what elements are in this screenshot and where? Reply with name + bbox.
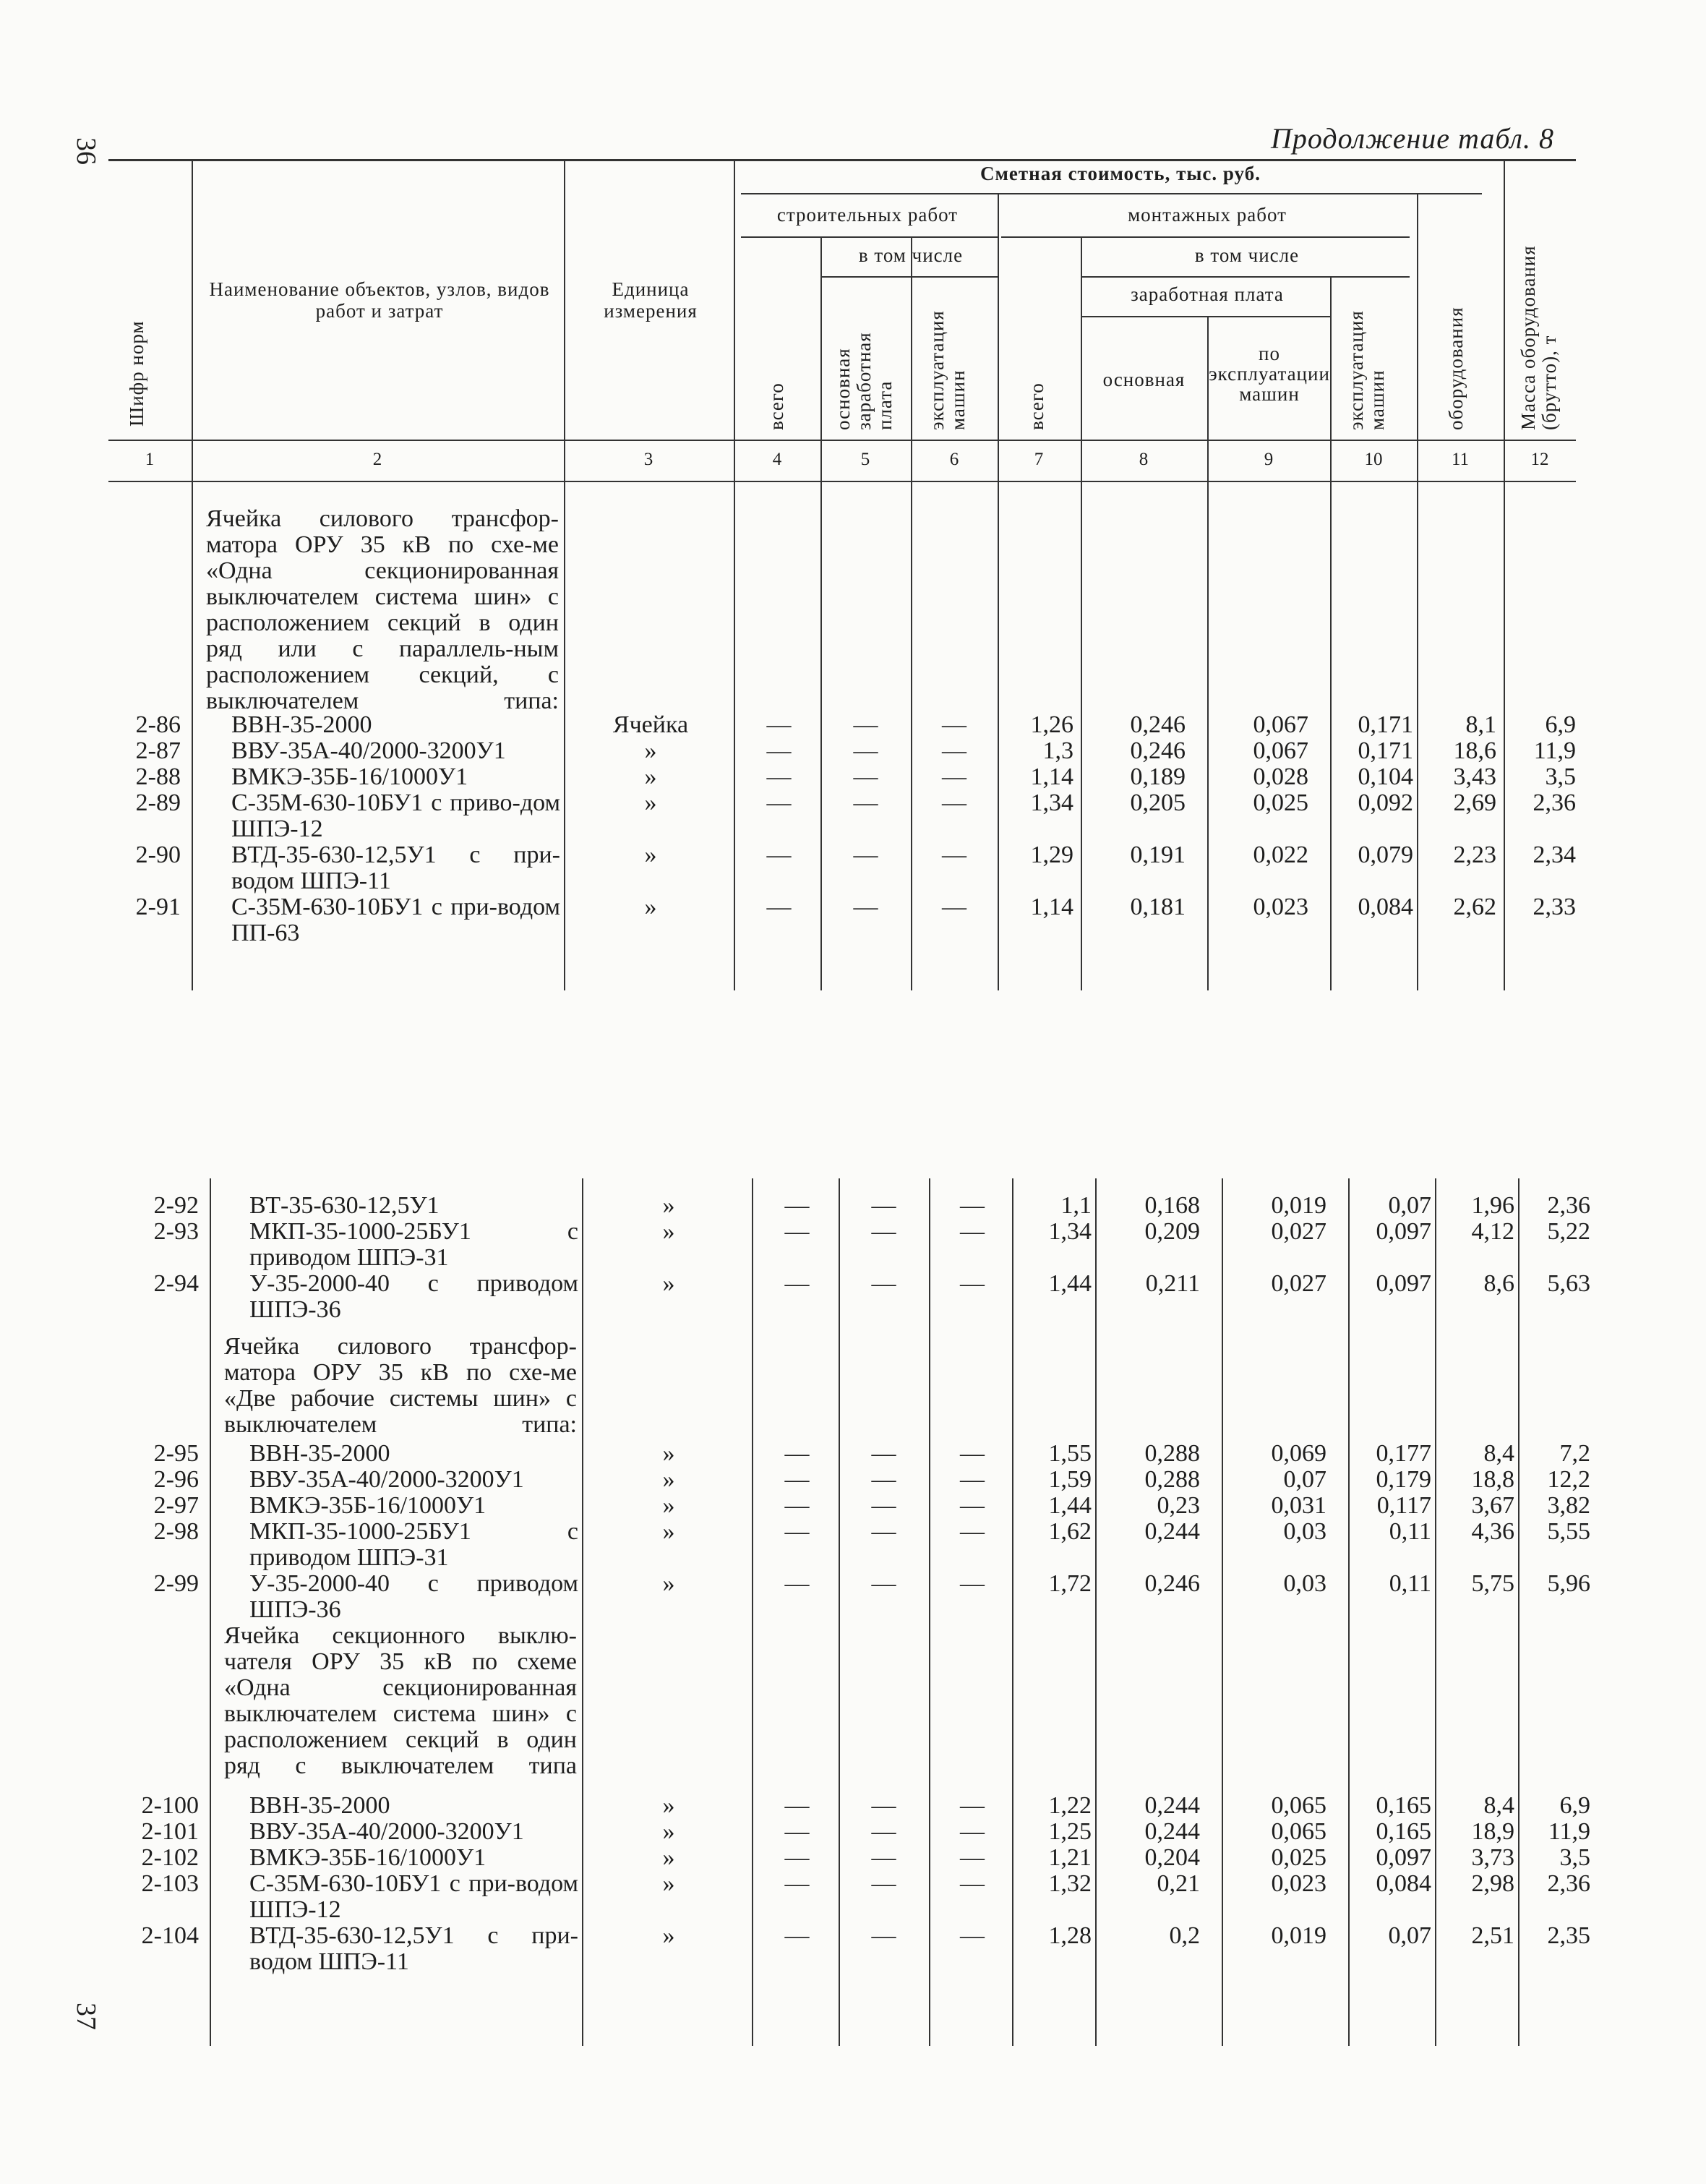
row-code: 2-97 — [153, 1492, 199, 1519]
row-install-base: 0,209 — [1144, 1218, 1200, 1245]
page-number-bottom: 37 — [71, 2003, 101, 2030]
row-install-total: 1,22 — [1048, 1792, 1092, 1819]
row-install-base: 0,211 — [1145, 1270, 1200, 1297]
row-install-base: 0,246 — [1130, 737, 1186, 764]
row-install-total: 1,1 — [1060, 1192, 1092, 1219]
row-unit: » — [662, 1218, 675, 1245]
row-install-machines: 0,177 — [1376, 1440, 1431, 1467]
row-constr-total: — — [766, 842, 792, 868]
row-install-machine-pay: 0,069 — [1271, 1440, 1326, 1467]
row-code: 2-90 — [135, 842, 181, 868]
row-mass: 2,34 — [1533, 842, 1576, 868]
row-unit: » — [662, 1518, 675, 1545]
row-unit: » — [662, 1570, 675, 1597]
row-mass: 3,5 — [1545, 763, 1576, 790]
row-code: 2-89 — [135, 789, 181, 816]
row-equipment: 2,62 — [1453, 894, 1496, 920]
header-base-pay-constr: основная заработная плата — [832, 332, 896, 430]
row-install-base: 0,189 — [1130, 763, 1186, 790]
row-install-total: 1,28 — [1048, 1922, 1092, 1949]
row-constr-total: — — [766, 737, 792, 764]
row-install-machines: 0,165 — [1376, 1818, 1431, 1845]
row-constr-base-pay: — — [871, 1192, 896, 1219]
row-code: 2-86 — [135, 711, 181, 738]
row-install-total: 1,3 — [1042, 737, 1073, 764]
header-name: Наименование объектов, узлов, видов работ и затрат — [209, 278, 550, 322]
row-unit: » — [662, 1922, 675, 1949]
row-constr-base-pay: — — [871, 1440, 896, 1467]
row-equipment: 1,96 — [1471, 1192, 1514, 1219]
header-total-constr: всего — [766, 382, 787, 430]
row-install-machine-pay: 0,065 — [1271, 1792, 1326, 1819]
row-name: ВТД-35-630-12,5У1 с при-водом ШПЭ-11 — [231, 842, 560, 894]
row-install-total: 1,32 — [1048, 1870, 1092, 1897]
row-name: ВТД-35-630-12,5У1 с при-водом ШПЭ-11 — [249, 1922, 578, 1975]
row-constr-machines: — — [942, 763, 966, 790]
row-install-total: 1,25 — [1048, 1818, 1092, 1845]
row-constr-machines: — — [942, 789, 966, 816]
row-install-machine-pay: 0,065 — [1271, 1818, 1326, 1845]
row-install-total: 1,44 — [1048, 1270, 1092, 1297]
row-constr-machines: — — [942, 894, 966, 920]
row-constr-machines: — — [942, 711, 966, 738]
row-install-machines: 0,084 — [1376, 1870, 1431, 1897]
row-code: 2-91 — [135, 894, 181, 920]
row-constr-total: — — [766, 789, 792, 816]
table-caption: Продолжение табл. 8 — [1270, 122, 1554, 155]
row-constr-base-pay: — — [871, 1844, 896, 1871]
row-constr-base-pay: — — [853, 894, 878, 920]
row-name: С-35М-630-10БУ1 с приво-дом ШПЭ-12 — [231, 789, 560, 842]
column-number: 11 — [1451, 450, 1470, 469]
row-constr-base-pay: — — [871, 1518, 896, 1545]
row-mass: 5,55 — [1547, 1518, 1590, 1545]
row-install-total: 1,59 — [1048, 1466, 1092, 1493]
row-install-machine-pay: 0,03 — [1283, 1570, 1326, 1597]
row-unit: » — [644, 789, 657, 816]
row-equipment: 3,73 — [1471, 1844, 1514, 1871]
row-install-base: 0,168 — [1144, 1192, 1200, 1219]
row-mass: 6,9 — [1545, 711, 1576, 738]
row-install-machines: 0,11 — [1389, 1518, 1431, 1545]
row-install-base: 0,246 — [1144, 1570, 1200, 1597]
row-equipment: 5,75 — [1471, 1570, 1514, 1597]
row-name: У-35-2000-40 с приводом ШПЭ-36 — [249, 1270, 578, 1323]
row-code: 2-100 — [141, 1792, 199, 1819]
row-mass: 11,9 — [1533, 737, 1576, 764]
row-unit: » — [662, 1192, 675, 1219]
row-constr-total: — — [784, 1192, 810, 1219]
row-code: 2-87 — [135, 737, 181, 764]
row-install-machine-pay: 0,023 — [1271, 1870, 1326, 1897]
column-number: 12 — [1530, 450, 1549, 469]
row-install-machine-pay: 0,019 — [1271, 1192, 1326, 1219]
row-equipment: 3,43 — [1453, 763, 1496, 790]
row-constr-machines: — — [960, 1492, 985, 1519]
row-name: ВМКЭ-35Б-16/1000У1 — [231, 763, 468, 790]
row-install-base: 0,244 — [1144, 1792, 1200, 1819]
row-constr-base-pay: — — [853, 711, 878, 738]
row-install-machine-pay: 0,028 — [1253, 763, 1308, 790]
header-equipment: оборудования — [1445, 307, 1467, 430]
row-install-total: 1,29 — [1030, 842, 1073, 868]
row-unit: » — [644, 737, 657, 764]
row-constr-machines: — — [960, 1218, 985, 1245]
row-constr-machines: — — [942, 842, 966, 868]
row-name: ВТ-35-630-12,5У1 — [249, 1192, 440, 1219]
row-name: ВВУ-35А-40/2000-3200У1 — [249, 1818, 524, 1845]
row-name: ВВУ-35А-40/2000-3200У1 — [231, 737, 506, 764]
row-install-machine-pay: 0,023 — [1253, 894, 1308, 920]
row-mass: 2,36 — [1533, 789, 1576, 816]
row-constr-base-pay: — — [871, 1218, 896, 1245]
row-constr-machines: — — [960, 1922, 985, 1949]
row-constr-base-pay: — — [853, 789, 878, 816]
row-install-machines: 0,092 — [1358, 789, 1413, 816]
row-name: МКП-35-1000-25БУ1 с приводом ШПЭ-31 — [249, 1518, 578, 1571]
header-machine-constr: эксплуатация машин — [926, 310, 969, 430]
row-constr-machines: — — [960, 1440, 985, 1467]
row-install-machines: 0,079 — [1358, 842, 1413, 868]
row-mass: 5,63 — [1547, 1270, 1590, 1297]
row-constr-machines: — — [960, 1466, 985, 1493]
row-equipment: 8,6 — [1483, 1270, 1514, 1297]
row-equipment: 2,23 — [1453, 842, 1496, 868]
row-unit: » — [662, 1270, 675, 1297]
row-install-total: 1,55 — [1048, 1440, 1092, 1467]
row-constr-base-pay: — — [871, 1492, 896, 1519]
column-number: 6 — [949, 450, 959, 469]
row-code: 2-93 — [153, 1218, 199, 1245]
row-constr-machines: — — [960, 1870, 985, 1897]
header-mass: Масса оборудования (брутто), т — [1517, 245, 1560, 430]
row-name: МКП-35-1000-25БУ1 с приводом ШПЭ-31 — [249, 1218, 578, 1271]
row-constr-total: — — [784, 1270, 810, 1297]
row-mass: 7,2 — [1559, 1440, 1590, 1467]
row-constr-total: — — [784, 1440, 810, 1467]
row-install-machine-pay: 0,027 — [1271, 1218, 1326, 1245]
row-constr-total: — — [784, 1792, 810, 1819]
row-name: ВВН-35-2000 — [249, 1792, 390, 1819]
row-equipment: 4,36 — [1471, 1518, 1514, 1545]
row-install-base: 0,21 — [1157, 1870, 1200, 1897]
row-name: ВМКЭ-35Б-16/1000У1 — [249, 1492, 486, 1519]
row-constr-machines: — — [960, 1518, 985, 1545]
row-install-total: 1,44 — [1048, 1492, 1092, 1519]
row-constr-base-pay: — — [871, 1466, 896, 1493]
row-unit: » — [644, 842, 657, 868]
row-install-machine-pay: 0,03 — [1283, 1518, 1326, 1545]
row-constr-base-pay: — — [871, 1270, 896, 1297]
header-salary: заработная плата — [1131, 283, 1284, 305]
header-base: основная — [1102, 369, 1186, 390]
row-install-total: 1,21 — [1048, 1844, 1092, 1871]
row-name: ВВН-35-2000 — [231, 711, 372, 738]
row-install-total: 1,14 — [1030, 894, 1073, 920]
row-unit: » — [662, 1440, 675, 1467]
row-constr-base-pay: — — [871, 1818, 896, 1845]
row-equipment: 2,69 — [1453, 789, 1496, 816]
row-install-base: 0,244 — [1144, 1818, 1200, 1845]
row-mass: 3,5 — [1559, 1844, 1590, 1871]
row-unit: Ячейка — [612, 711, 689, 738]
header-machine-install: эксплуатация машин — [1345, 310, 1388, 430]
row-install-base: 0,288 — [1144, 1440, 1200, 1467]
column-number: 3 — [643, 450, 653, 469]
row-code: 2-92 — [153, 1192, 199, 1219]
row-constr-total: — — [784, 1870, 810, 1897]
section2-intro-b: Ячейка силового трансфор-матора ОРУ 35 кВ по схе-ме «Две рабочие системы шин» с выключателем типа: — [224, 1333, 577, 1438]
row-install-machine-pay: 0,07 — [1283, 1466, 1326, 1493]
row-install-machine-pay: 0,025 — [1271, 1844, 1326, 1871]
row-constr-machines: — — [960, 1818, 985, 1845]
row-constr-total: — — [784, 1492, 810, 1519]
row-unit: » — [662, 1818, 675, 1845]
row-constr-base-pay: — — [871, 1870, 896, 1897]
row-code: 2-102 — [141, 1844, 199, 1871]
column-number: 10 — [1364, 450, 1383, 469]
row-mass: 12,2 — [1547, 1466, 1590, 1493]
row-install-machine-pay: 0,025 — [1253, 789, 1308, 816]
header-construction: строительных работ — [776, 204, 959, 226]
row-unit: » — [662, 1466, 675, 1493]
row-constr-total: — — [784, 1818, 810, 1845]
row-constr-machines: — — [960, 1570, 985, 1597]
row-install-machines: 0,07 — [1388, 1922, 1431, 1949]
row-mass: 5,22 — [1547, 1218, 1590, 1245]
row-constr-base-pay: — — [853, 842, 878, 868]
row-constr-base-pay: — — [871, 1570, 896, 1597]
row-install-machine-pay: 0,067 — [1253, 711, 1308, 738]
row-mass: 5,96 — [1547, 1570, 1590, 1597]
row-code: 2-98 — [153, 1518, 199, 1545]
page-number-top: 36 — [71, 137, 101, 165]
row-constr-total: — — [784, 1570, 810, 1597]
column-number: 9 — [1264, 450, 1274, 469]
row-unit: » — [662, 1492, 675, 1519]
row-name: С-35М-630-10БУ1 с при-водом ШПЭ-12 — [249, 1870, 578, 1923]
row-install-base: 0,288 — [1144, 1466, 1200, 1493]
row-name: У-35-2000-40 с приводом ШПЭ-36 — [249, 1570, 578, 1623]
row-install-machine-pay: 0,022 — [1253, 842, 1308, 868]
row-unit: » — [644, 763, 657, 790]
row-equipment: 18,8 — [1471, 1466, 1514, 1493]
row-constr-machines: — — [960, 1270, 985, 1297]
row-constr-total: — — [784, 1922, 810, 1949]
row-install-machines: 0,11 — [1389, 1570, 1431, 1597]
row-equipment: 3,67 — [1471, 1492, 1514, 1519]
row-mass: 6,9 — [1559, 1792, 1590, 1819]
header-code: Шифр норм — [126, 320, 147, 427]
row-mass: 2,36 — [1547, 1192, 1590, 1219]
row-mass: 2,36 — [1547, 1870, 1590, 1897]
section1-intro: Ячейка силового трансфор-матора ОРУ 35 кВ по схе-ме «Одна секционированная выключателем система шин» с расположением секций в один ряд или с параллель-ным расположением секций, с выключателем типа: — [206, 505, 559, 714]
row-unit: » — [644, 894, 657, 920]
row-unit: » — [662, 1870, 675, 1897]
row-code: 2-99 — [153, 1570, 199, 1597]
row-equipment: 8,1 — [1465, 711, 1496, 738]
row-constr-total: — — [784, 1466, 810, 1493]
row-constr-machines: — — [960, 1792, 985, 1819]
column-number: 5 — [860, 450, 870, 469]
column-number: 2 — [372, 450, 382, 469]
row-mass: 2,35 — [1547, 1922, 1590, 1949]
row-install-machine-pay: 0,067 — [1253, 737, 1308, 764]
row-constr-machines: — — [960, 1192, 985, 1219]
row-install-base: 0,191 — [1130, 842, 1186, 868]
row-code: 2-103 — [141, 1870, 199, 1897]
row-install-total: 1,34 — [1048, 1218, 1092, 1245]
row-constr-machines: — — [960, 1844, 985, 1871]
row-install-base: 0,23 — [1157, 1492, 1200, 1519]
row-install-machine-pay: 0,031 — [1271, 1492, 1326, 1519]
row-code: 2-96 — [153, 1466, 199, 1493]
row-code: 2-104 — [141, 1922, 199, 1949]
row-code: 2-94 — [153, 1270, 199, 1297]
row-name: С-35М-630-10БУ1 с при-водом ПП-63 — [231, 894, 560, 946]
header-machine-pay: по эксплуатации машин — [1209, 343, 1330, 405]
row-install-machines: 0,165 — [1376, 1792, 1431, 1819]
row-install-total: 1,34 — [1030, 789, 1073, 816]
header-cost-group: Сметная стоимость, тыс. руб. — [980, 163, 1261, 184]
row-constr-base-pay: — — [853, 737, 878, 764]
row-unit: » — [662, 1792, 675, 1819]
header-installation: монтажных работ — [1128, 204, 1287, 226]
header-total-install: всего — [1026, 382, 1047, 430]
row-install-machines: 0,171 — [1358, 737, 1413, 764]
header-including: в том числе — [858, 244, 964, 266]
column-number: 7 — [1034, 450, 1044, 469]
row-constr-total: — — [784, 1844, 810, 1871]
row-name: ВВН-35-2000 — [249, 1440, 390, 1467]
row-constr-total: — — [766, 711, 792, 738]
row-constr-base-pay: — — [871, 1922, 896, 1949]
row-mass: 11,9 — [1548, 1818, 1590, 1845]
row-equipment: 4,12 — [1471, 1218, 1514, 1245]
column-number: 4 — [772, 450, 782, 469]
row-name: ВМКЭ-35Б-16/1000У1 — [249, 1844, 486, 1871]
row-install-total: 1,26 — [1030, 711, 1073, 738]
row-equipment: 2,98 — [1471, 1870, 1514, 1897]
row-name: ВВУ-35А-40/2000-3200У1 — [249, 1466, 524, 1493]
row-install-base: 0,204 — [1144, 1844, 1200, 1871]
row-install-base: 0,244 — [1144, 1518, 1200, 1545]
section2-intro-c: Ячейка секционного выклю-чателя ОРУ 35 кВ по схеме «Одна секционированная выключателем система шин» с расположением секций в один ряд с выключателем типа — [224, 1622, 577, 1779]
row-install-base: 0,2 — [1169, 1922, 1200, 1949]
column-number: 8 — [1139, 450, 1149, 469]
row-code: 2-95 — [153, 1440, 199, 1467]
row-install-machines: 0,097 — [1376, 1270, 1431, 1297]
row-mass: 3,82 — [1547, 1492, 1590, 1519]
row-install-machines: 0,097 — [1376, 1844, 1431, 1871]
row-install-machine-pay: 0,019 — [1271, 1922, 1326, 1949]
header-unit: Единица измерения — [604, 278, 698, 322]
row-equipment: 18,6 — [1453, 737, 1496, 764]
row-install-total: 1,72 — [1048, 1570, 1092, 1597]
row-install-machines: 0,097 — [1376, 1218, 1431, 1245]
row-equipment: 8,4 — [1483, 1440, 1514, 1467]
row-install-machines: 0,117 — [1376, 1492, 1431, 1519]
row-install-total: 1,62 — [1048, 1518, 1092, 1545]
row-install-machines: 0,104 — [1358, 763, 1413, 790]
row-constr-total: — — [766, 894, 792, 920]
row-equipment: 8,4 — [1483, 1792, 1514, 1819]
row-install-base: 0,205 — [1130, 789, 1186, 816]
row-constr-total: — — [766, 763, 792, 790]
row-install-machines: 0,171 — [1358, 711, 1413, 738]
row-mass: 2,33 — [1533, 894, 1576, 920]
row-constr-base-pay: — — [871, 1792, 896, 1819]
row-equipment: 2,51 — [1471, 1922, 1514, 1949]
row-code: 2-101 — [141, 1818, 199, 1845]
row-install-machines: 0,084 — [1358, 894, 1413, 920]
row-constr-machines: — — [942, 737, 966, 764]
row-unit: » — [662, 1844, 675, 1871]
row-install-machines: 0,07 — [1388, 1192, 1431, 1219]
row-code: 2-88 — [135, 763, 181, 790]
header-including-2: в том числе — [1194, 244, 1300, 266]
row-install-machine-pay: 0,027 — [1271, 1270, 1326, 1297]
row-install-base: 0,181 — [1130, 894, 1186, 920]
row-constr-total: — — [784, 1518, 810, 1545]
row-install-machines: 0,179 — [1376, 1466, 1431, 1493]
row-constr-base-pay: — — [853, 763, 878, 790]
column-number: 1 — [145, 450, 155, 469]
row-equipment: 18,9 — [1471, 1818, 1514, 1845]
row-constr-total: — — [784, 1218, 810, 1245]
row-install-total: 1,14 — [1030, 763, 1073, 790]
row-install-base: 0,246 — [1130, 711, 1186, 738]
